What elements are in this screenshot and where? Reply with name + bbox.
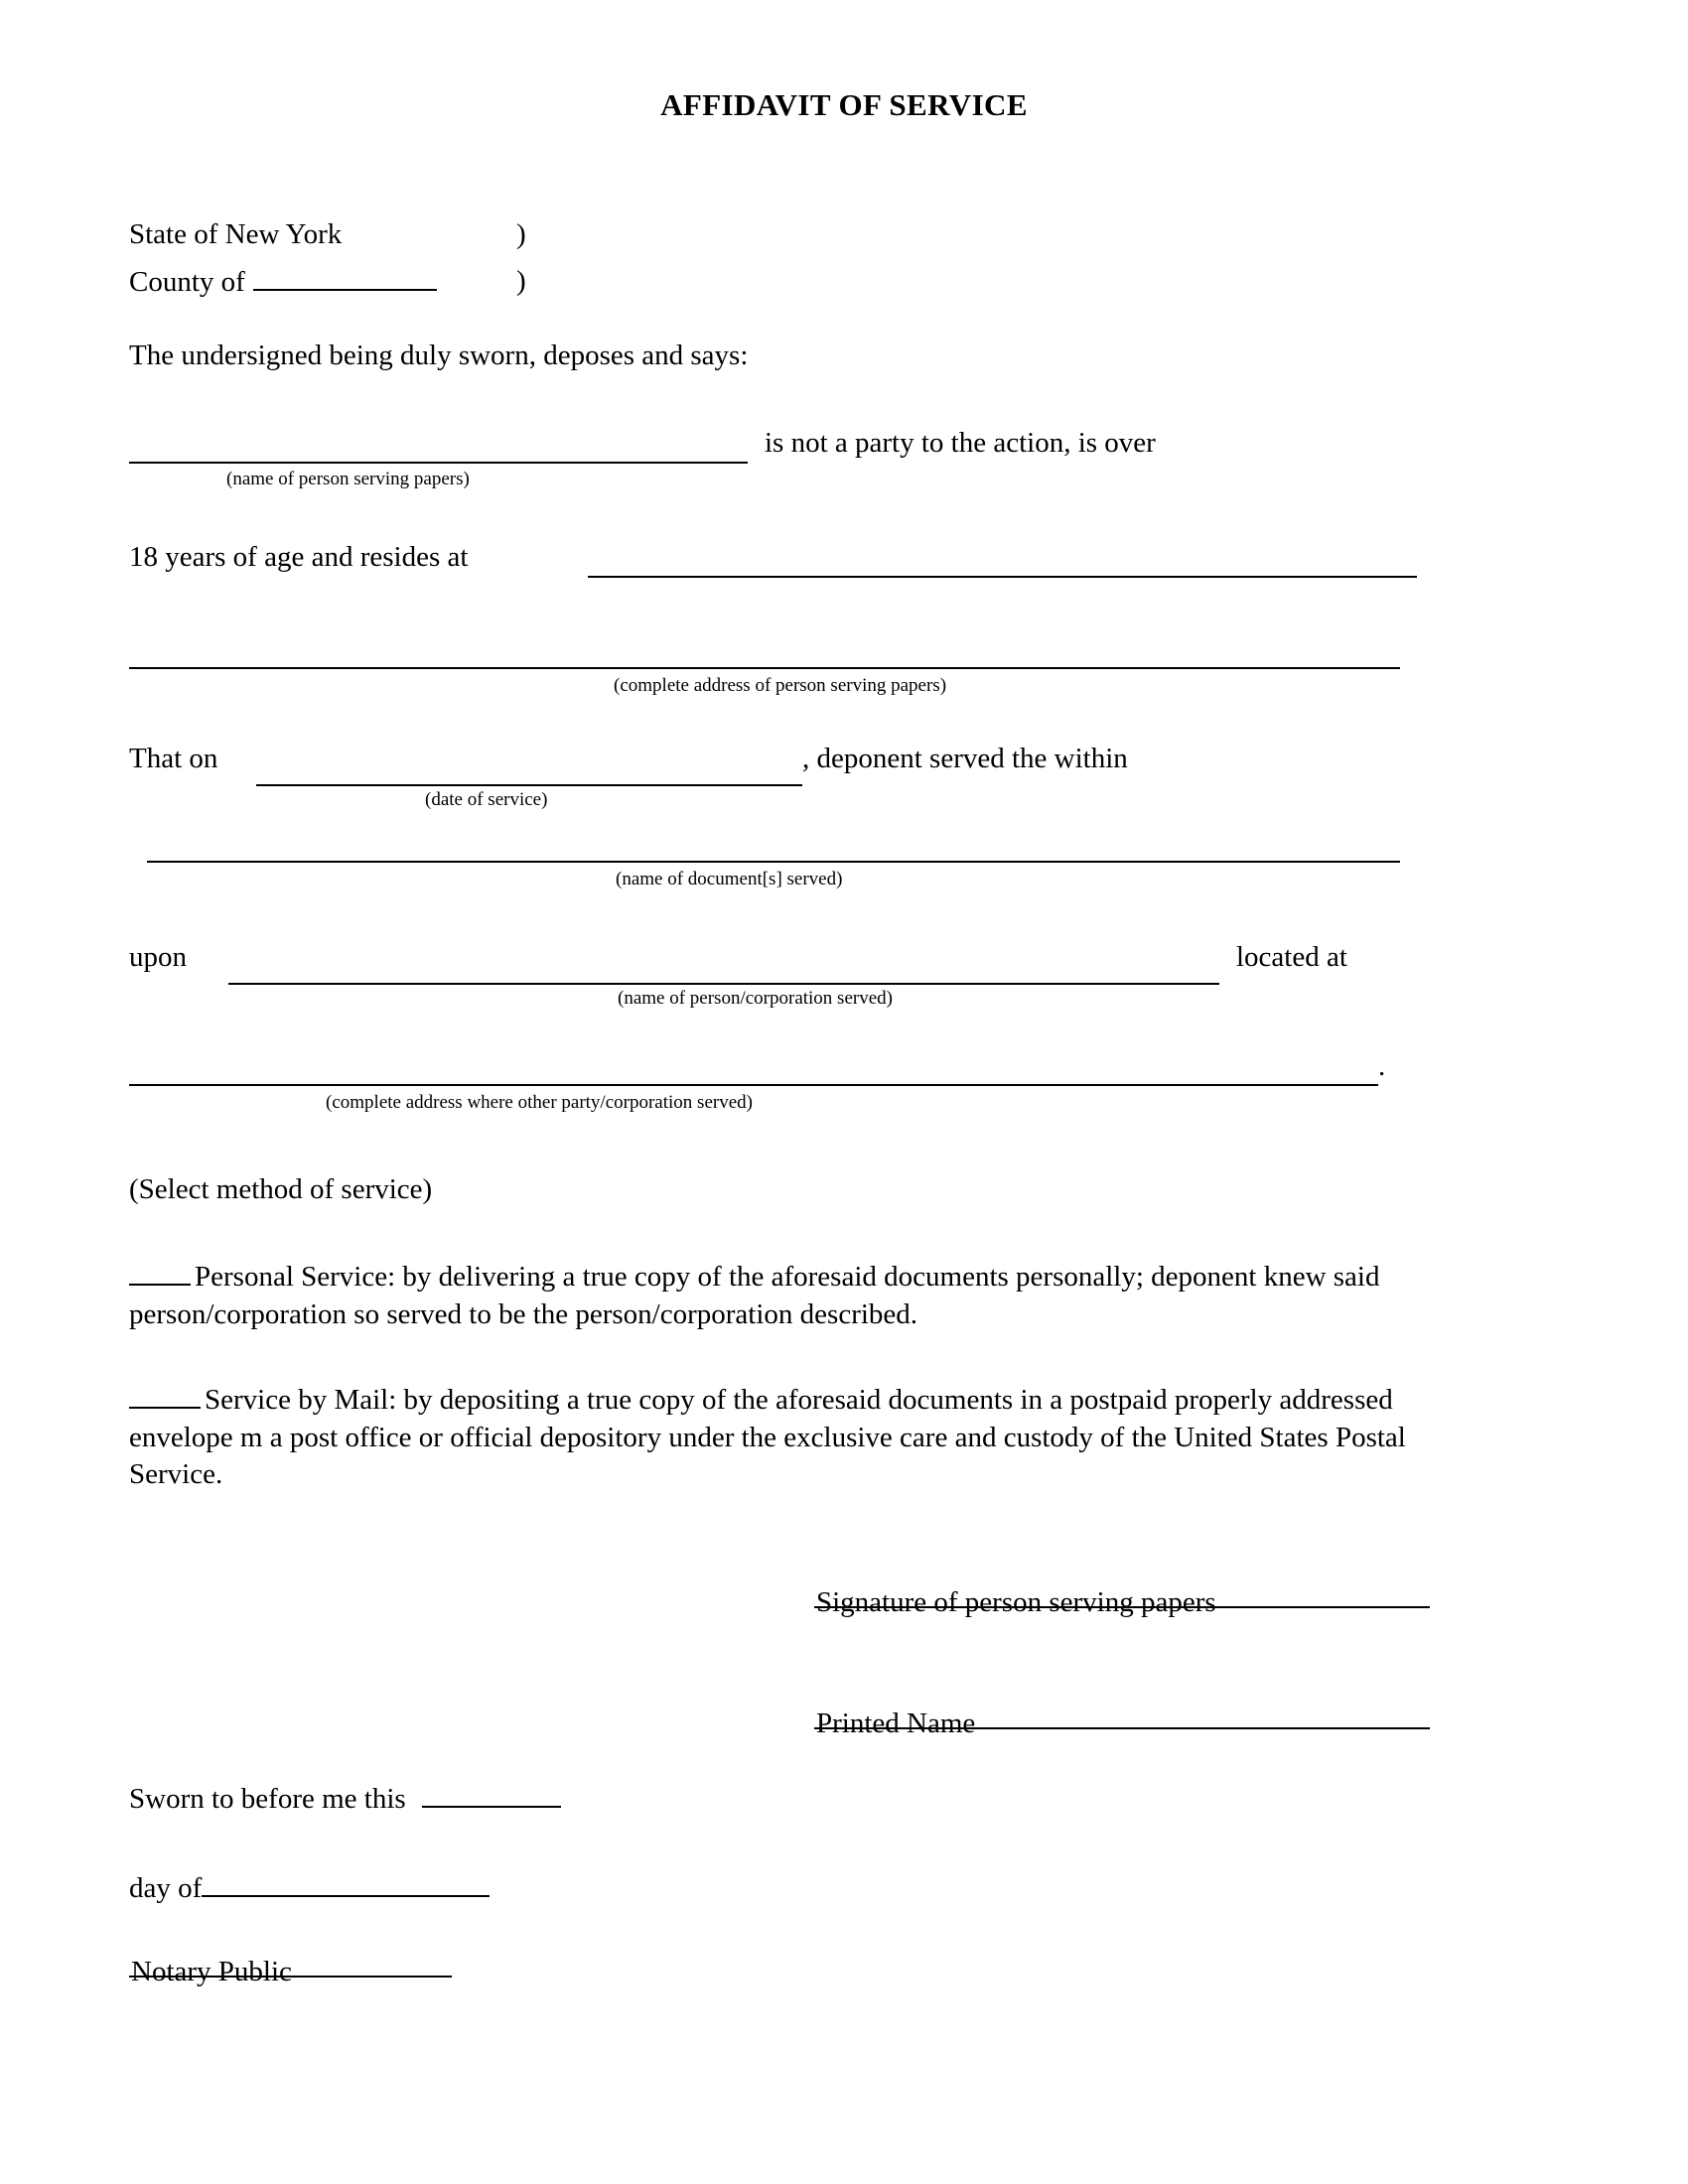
state-paren: ) — [516, 218, 526, 250]
sworn-to-row — [129, 1782, 561, 1816]
day-of-month-blank[interactable] — [202, 1871, 490, 1897]
age-resides-text: 18 years of age and resides at — [129, 541, 469, 573]
upon-label: upon — [129, 941, 187, 973]
personal-service-text: Personal Service: by delivering a true copy of the aforesaid documents personally; deponent knew said person/corporation so served to be the person/corporation described. — [129, 1261, 1380, 1330]
deponent-served-text: , deponent served the within — [802, 743, 1128, 774]
served-address-period: . — [1378, 1050, 1386, 1082]
printed-name-label: Printed Name — [816, 1707, 976, 1739]
server-name-caption: (name of person serving papers) — [226, 469, 470, 489]
served-address-blank[interactable] — [129, 1084, 1378, 1086]
personal-service-option[interactable] — [129, 1259, 1489, 1333]
personal-service-checkbox-blank[interactable] — [129, 1262, 191, 1286]
county-label: County of — [129, 266, 245, 298]
person-corporation-served-blank[interactable] — [228, 983, 1219, 985]
county-row — [129, 263, 1023, 310]
notary-public-label: Notary Public — [131, 1956, 292, 1987]
deposes-statement: The undersigned being duly sworn, deposes and says: — [129, 340, 749, 371]
server-address-caption: (complete address of person serving papers) — [614, 675, 947, 696]
server-name-input-blank[interactable] — [129, 462, 748, 464]
mail-service-text: Service by Mail: by depositing a true copy of the aforesaid documents in a postpaid properly addressed envelope m a post office or official depository under the exclusive care and custody of the United States Postal Service. — [129, 1384, 1406, 1491]
state-row — [129, 216, 1023, 263]
day-of-label: day of — [129, 1872, 203, 1904]
state-label: State of New York — [129, 218, 343, 250]
county-paren: ) — [516, 265, 526, 297]
sworn-to-label: Sworn to before me this — [129, 1783, 406, 1815]
date-of-service-caption: (date of service) — [425, 789, 548, 810]
not-a-party-text: is not a party to the action, is over — [765, 427, 1156, 459]
page-title: AFFIDAVIT OF SERVICE — [660, 87, 1028, 122]
mail-service-option[interactable] — [129, 1382, 1494, 1494]
documents-served-blank[interactable] — [147, 861, 1400, 863]
server-address-line2-blank[interactable] — [129, 667, 1400, 669]
that-on-label: That on — [129, 743, 218, 774]
day-of-row — [129, 1871, 490, 1905]
documents-served-caption: (name of document[s] served) — [616, 869, 843, 889]
served-address-caption: (complete address where other party/corporation served) — [326, 1092, 753, 1113]
date-of-service-blank[interactable] — [256, 784, 802, 786]
sworn-day-blank[interactable] — [422, 1782, 561, 1808]
signature-label: Signature of person serving papers — [816, 1586, 1216, 1618]
county-input-blank[interactable] — [253, 263, 437, 291]
located-at-text: located at — [1236, 941, 1347, 973]
person-corporation-served-caption: (name of person/corporation served) — [618, 988, 893, 1009]
server-address-line1-blank[interactable] — [588, 576, 1417, 578]
venue-block — [129, 216, 1023, 310]
select-method-heading: (Select method of service) — [129, 1173, 433, 1205]
mail-service-checkbox-blank[interactable] — [129, 1385, 201, 1409]
